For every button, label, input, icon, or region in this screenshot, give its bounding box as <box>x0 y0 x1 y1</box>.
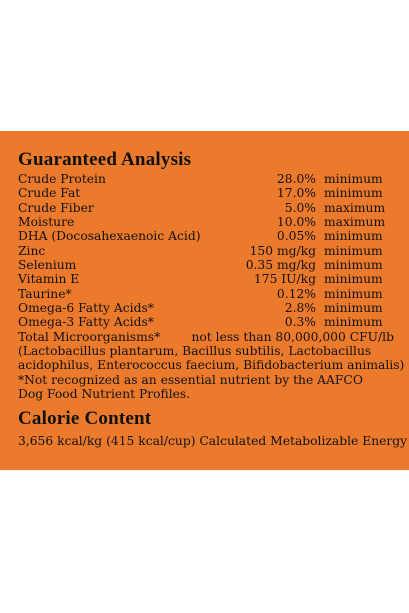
microorganisms-list-line-1: (Lactobacillus plantarum, Bacillus subtilis, Lactobacillus <box>18 344 372 359</box>
nutrient-name: Crude Fiber <box>18 200 94 215</box>
nutrient-qualifier: minimum <box>324 301 383 316</box>
analysis-row <box>18 301 394 315</box>
nutrient-qualifier: minimum <box>324 172 383 186</box>
nutrient-amount: 0.35 mg/kg <box>245 258 316 273</box>
nutrient-qualifier: minimum <box>324 186 383 201</box>
nutrient-qualifier: minimum <box>324 243 383 258</box>
analysis-row <box>18 315 394 329</box>
analysis-row <box>18 201 394 215</box>
nutrient-amount: 2.8% <box>284 301 316 316</box>
nutrient-name: Crude Protein <box>18 172 106 186</box>
nutrient-amount: 10.0% <box>276 215 316 230</box>
nutrient-amount: 17.0% <box>276 186 316 201</box>
microorganisms-row <box>18 330 394 344</box>
nutrient-name: Total Microorganisms* <box>18 329 161 344</box>
analysis-row <box>18 186 394 200</box>
nutrient-amount: 175 IU/kg <box>253 272 316 287</box>
nutrient-amount: 0.3% <box>284 315 316 330</box>
microorganisms-list-line-2: acidophilus, Enterococcus faecium, Bifidobacterium animalis) <box>18 358 405 373</box>
nutrient-qualifier: maximum <box>324 215 386 230</box>
label-content <box>18 149 408 449</box>
nutrient-amount: 5.0% <box>284 200 316 215</box>
nutrient-name: Vitamin E <box>18 272 80 287</box>
nutrient-amount: 0.12% <box>276 286 316 301</box>
nutrient-name: Zinc <box>18 243 46 258</box>
calorie-content-heading: Calorie Content <box>18 407 152 429</box>
nutrient-name: Omega-3 Fatty Acids* <box>18 315 154 330</box>
analysis-row <box>18 215 394 229</box>
nutrient-qualifier: minimum <box>324 286 383 301</box>
nutrient-name: Omega-6 Fatty Acids* <box>18 301 154 316</box>
nutrient-qualifier: minimum <box>324 229 383 244</box>
nutrient-qualifier: minimum <box>324 315 383 330</box>
nutrient-qualifier: maximum <box>324 200 386 215</box>
footnote-line-1: *Not recognized as an essential nutrient by the AAFCO <box>18 372 363 387</box>
analysis-row <box>18 229 394 243</box>
calorie-content-text: 3,656 kcal/kg (415 kcal/cup) Calculated Metabolizable Energy <box>18 433 408 448</box>
analysis-row <box>18 172 394 186</box>
nutrient-amount: not less than 80,000,000 CFU/lb <box>191 329 394 344</box>
nutrient-qualifier: minimum <box>324 258 383 273</box>
guaranteed-analysis-heading: Guaranteed Analysis <box>18 149 192 170</box>
nutrient-name: Crude Fat <box>18 186 81 201</box>
analysis-row <box>18 258 394 272</box>
nutrient-amount: 150 mg/kg <box>249 243 316 258</box>
nutrient-qualifier: minimum <box>324 272 383 287</box>
nutrient-name: Moisture <box>18 215 75 230</box>
analysis-row <box>18 244 394 258</box>
nutrient-amount: 0.05% <box>276 229 316 244</box>
nutrient-amount: 28.0% <box>276 172 316 186</box>
nutrition-label-panel <box>0 131 409 470</box>
analysis-table <box>18 172 394 330</box>
nutrient-name: DHA (Docosahexaenoic Acid) <box>18 229 201 244</box>
analysis-row <box>18 272 394 286</box>
nutrient-name: Taurine* <box>18 286 72 301</box>
nutrient-name: Selenium <box>18 258 77 273</box>
footnote-line-2: Dog Food Nutrient Profiles. <box>18 387 191 402</box>
analysis-row <box>18 287 394 301</box>
